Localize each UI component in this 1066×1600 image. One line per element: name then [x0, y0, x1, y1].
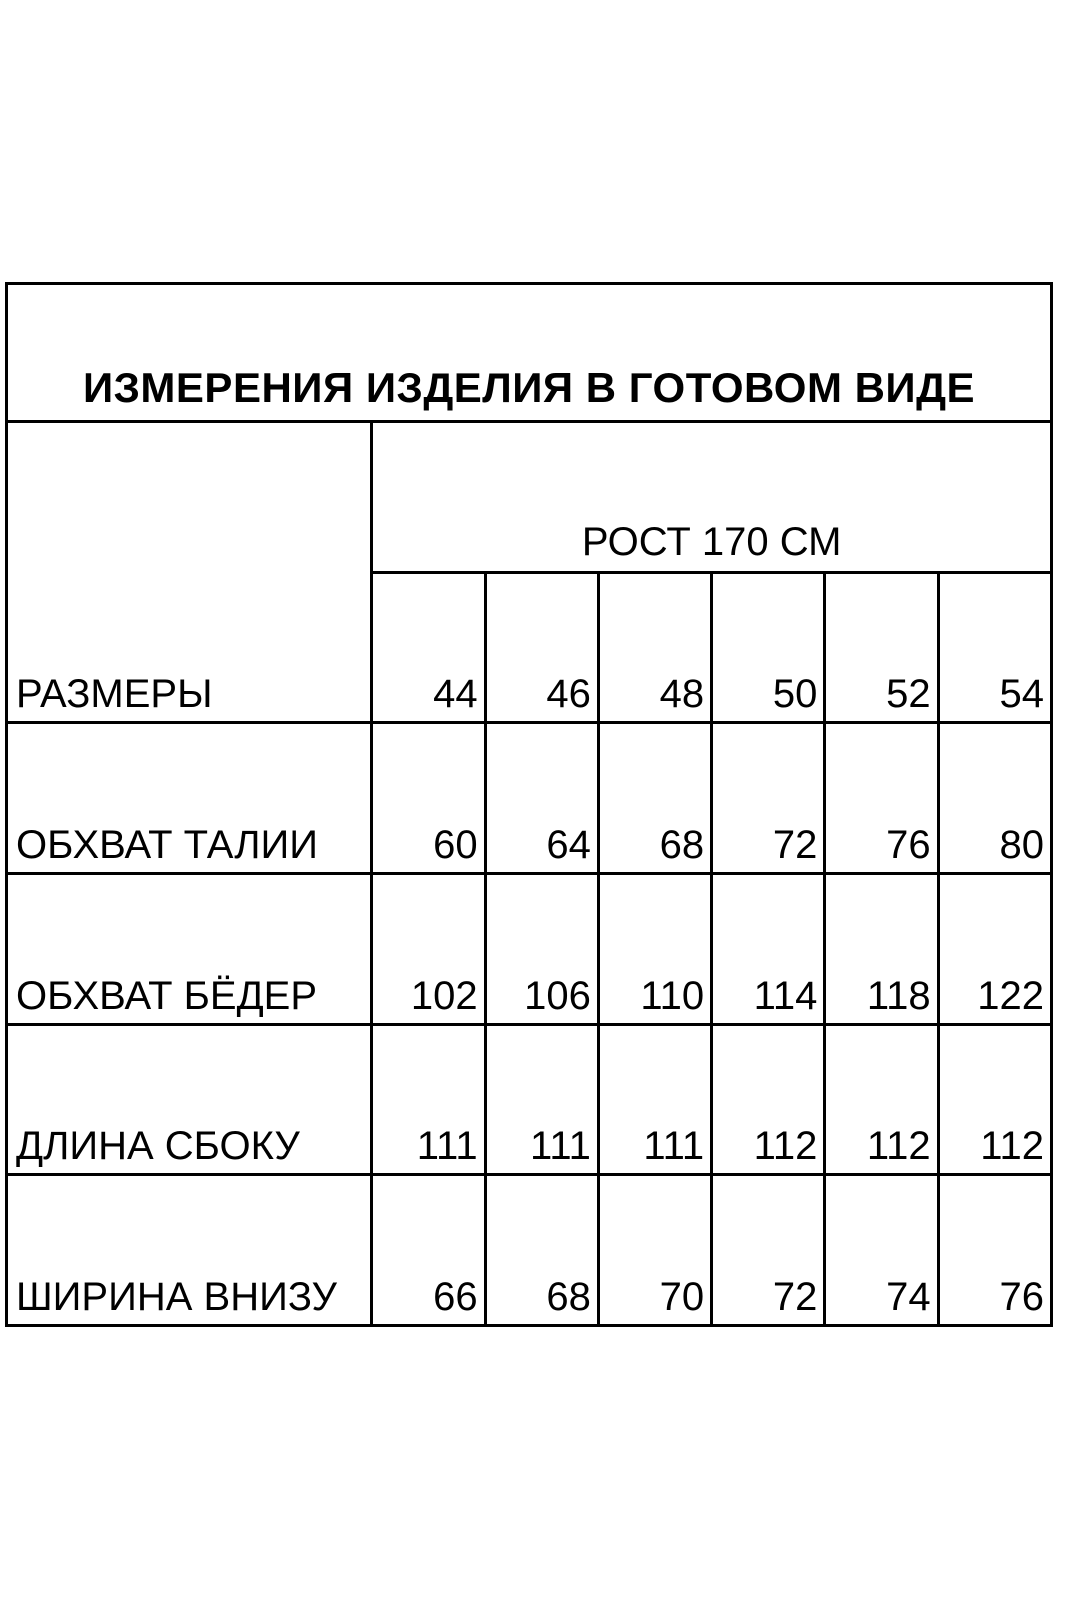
table-cell: 110 — [598, 874, 711, 1025]
height-label: РОСТ 170 СМ — [372, 422, 1052, 573]
table-row — [7, 1175, 1052, 1326]
table-cell: 111 — [485, 1024, 598, 1175]
table-cell: 111 — [598, 1024, 711, 1175]
table-cell: 48 — [598, 572, 711, 723]
table-cell: 70 — [598, 1175, 711, 1326]
table-cell: 114 — [712, 874, 825, 1025]
table-cell: 54 — [938, 572, 1051, 723]
table-cell: 112 — [825, 1024, 938, 1175]
height-row — [7, 422, 1052, 573]
row-label: ШИРИНА ВНИЗУ — [7, 1175, 372, 1326]
table-cell: 66 — [372, 1175, 485, 1326]
table-cell: 68 — [598, 723, 711, 874]
size-chart-table — [5, 282, 1053, 1327]
row-label: ДЛИНА СБОКУ — [7, 1024, 372, 1175]
row-label: ОБХВАТ ТАЛИИ — [7, 723, 372, 874]
table-cell: 76 — [938, 1175, 1051, 1326]
table-row — [7, 723, 1052, 874]
table-cell: 76 — [825, 723, 938, 874]
row-label: РАЗМЕРЫ — [7, 572, 372, 723]
corner-cell — [7, 422, 372, 573]
table-cell: 72 — [712, 723, 825, 874]
table-row — [7, 874, 1052, 1025]
table-cell: 46 — [485, 572, 598, 723]
table-cell: 80 — [938, 723, 1051, 874]
title-row — [7, 284, 1052, 422]
table-cell: 64 — [485, 723, 598, 874]
table-cell: 72 — [712, 1175, 825, 1326]
table-cell: 106 — [485, 874, 598, 1025]
row-label: ОБХВАТ БЁДЕР — [7, 874, 372, 1025]
table-cell: 74 — [825, 1175, 938, 1326]
table-row — [7, 1024, 1052, 1175]
table-title: ИЗМЕРЕНИЯ ИЗДЕЛИЯ В ГОТОВОМ ВИДЕ — [7, 284, 1052, 422]
table-cell: 50 — [712, 572, 825, 723]
table-cell: 68 — [485, 1175, 598, 1326]
table-cell: 60 — [372, 723, 485, 874]
table-cell: 111 — [372, 1024, 485, 1175]
table-cell: 112 — [712, 1024, 825, 1175]
table-cell: 112 — [938, 1024, 1051, 1175]
table-cell: 44 — [372, 572, 485, 723]
table-cell: 122 — [938, 874, 1051, 1025]
table-cell: 102 — [372, 874, 485, 1025]
table-cell: 118 — [825, 874, 938, 1025]
table-row — [7, 572, 1052, 723]
table-cell: 52 — [825, 572, 938, 723]
